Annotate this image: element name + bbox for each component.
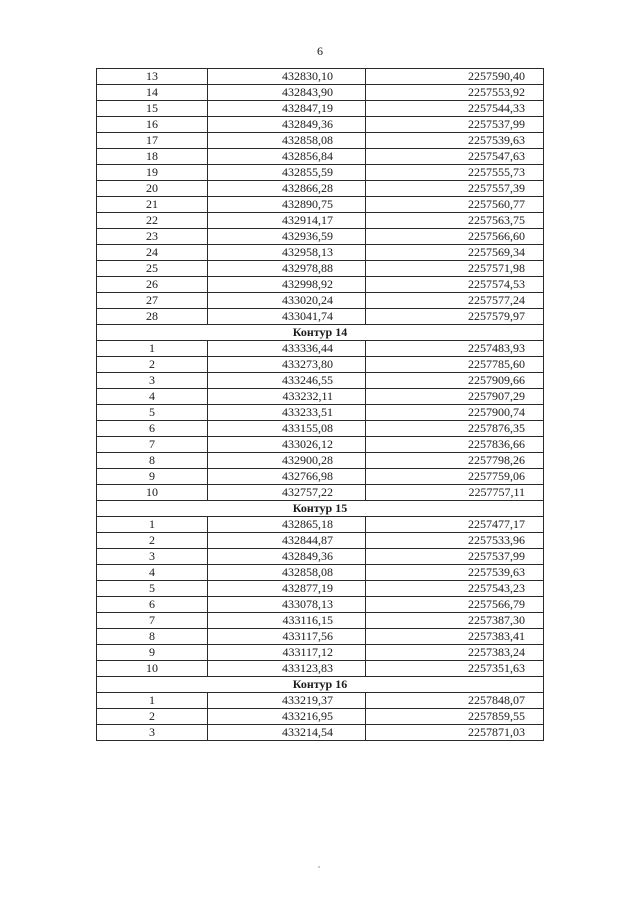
contour-header-row [97, 677, 544, 693]
y-coordinate-cell: 2257900,74 [366, 405, 544, 421]
y-coordinate-cell: 2257555,73 [366, 165, 544, 181]
y-coordinate-cell: 2257759,06 [366, 469, 544, 485]
y-coordinate-cell: 2257757,11 [366, 485, 544, 501]
x-coordinate-cell: 433233,51 [208, 405, 366, 421]
contour-title: Контур 16 [97, 677, 544, 693]
y-coordinate-cell: 2257909,66 [366, 373, 544, 389]
point-number-cell: 8 [97, 453, 208, 469]
x-coordinate-cell: 432830,10 [208, 69, 366, 85]
table-row [97, 69, 544, 85]
table-row [97, 597, 544, 613]
point-number-cell: 3 [97, 373, 208, 389]
point-number-cell: 2 [97, 533, 208, 549]
x-coordinate-cell: 432856,84 [208, 149, 366, 165]
y-coordinate-cell: 2257579,97 [366, 309, 544, 325]
table-row [97, 661, 544, 677]
y-coordinate-cell: 2257537,99 [366, 117, 544, 133]
table-row [97, 133, 544, 149]
table-row [97, 197, 544, 213]
table-row [97, 469, 544, 485]
y-coordinate-cell: 2257571,98 [366, 261, 544, 277]
point-number-cell: 18 [97, 149, 208, 165]
table-row [97, 309, 544, 325]
x-coordinate-cell: 433123,83 [208, 661, 366, 677]
table-row [97, 437, 544, 453]
y-coordinate-cell: 2257537,99 [366, 549, 544, 565]
point-number-cell: 6 [97, 597, 208, 613]
x-coordinate-cell: 433026,12 [208, 437, 366, 453]
table-row [97, 261, 544, 277]
point-number-cell: 16 [97, 117, 208, 133]
x-coordinate-cell: 432866,28 [208, 181, 366, 197]
table-row [97, 453, 544, 469]
point-number-cell: 5 [97, 581, 208, 597]
table-row [97, 357, 544, 373]
table-row [97, 229, 544, 245]
point-number-cell: 19 [97, 165, 208, 181]
y-coordinate-cell: 2257553,92 [366, 85, 544, 101]
y-coordinate-cell: 2257566,60 [366, 229, 544, 245]
table-row [97, 725, 544, 741]
point-number-cell: 17 [97, 133, 208, 149]
y-coordinate-cell: 2257543,23 [366, 581, 544, 597]
y-coordinate-cell: 2257544,33 [366, 101, 544, 117]
table-row [97, 341, 544, 357]
y-coordinate-cell: 2257351,63 [366, 661, 544, 677]
x-coordinate-cell: 432958,13 [208, 245, 366, 261]
y-coordinate-cell: 2257477,17 [366, 517, 544, 533]
x-coordinate-cell: 433117,12 [208, 645, 366, 661]
point-number-cell: 7 [97, 437, 208, 453]
point-number-cell: 9 [97, 469, 208, 485]
x-coordinate-cell: 433116,15 [208, 613, 366, 629]
table-row [97, 117, 544, 133]
page-number: 6 [317, 44, 323, 58]
coordinates-table-body [97, 69, 544, 741]
y-coordinate-cell: 2257785,60 [366, 357, 544, 373]
point-number-cell: 4 [97, 565, 208, 581]
x-coordinate-cell: 433273,80 [208, 357, 366, 373]
x-coordinate-cell: 433155,08 [208, 421, 366, 437]
point-number-cell: 26 [97, 277, 208, 293]
contour-header-row [97, 325, 544, 341]
x-coordinate-cell: 432877,19 [208, 581, 366, 597]
point-number-cell: 23 [97, 229, 208, 245]
x-coordinate-cell: 432844,87 [208, 533, 366, 549]
x-coordinate-cell: 432998,92 [208, 277, 366, 293]
table-row [97, 245, 544, 261]
y-coordinate-cell: 2257483,93 [366, 341, 544, 357]
x-coordinate-cell: 432855,59 [208, 165, 366, 181]
y-coordinate-cell: 2257569,34 [366, 245, 544, 261]
point-number-cell: 13 [97, 69, 208, 85]
y-coordinate-cell: 2257539,63 [366, 133, 544, 149]
point-number-cell: 15 [97, 101, 208, 117]
table-row [97, 693, 544, 709]
table-row [97, 581, 544, 597]
table-row [97, 101, 544, 117]
contour-title: Контур 15 [97, 501, 544, 517]
x-coordinate-cell: 432890,75 [208, 197, 366, 213]
table-row [97, 373, 544, 389]
x-coordinate-cell: 432865,18 [208, 517, 366, 533]
x-coordinate-cell: 432849,36 [208, 549, 366, 565]
x-coordinate-cell: 433214,54 [208, 725, 366, 741]
x-coordinate-cell: 433078,13 [208, 597, 366, 613]
contour-header-row [97, 501, 544, 517]
point-number-cell: 1 [97, 517, 208, 533]
point-number-cell: 1 [97, 341, 208, 357]
point-number-cell: 3 [97, 549, 208, 565]
x-coordinate-cell: 432936,59 [208, 229, 366, 245]
point-number-cell: 25 [97, 261, 208, 277]
table-row [97, 293, 544, 309]
table-row [97, 181, 544, 197]
y-coordinate-cell: 2257876,35 [366, 421, 544, 437]
y-coordinate-cell: 2257836,66 [366, 437, 544, 453]
x-coordinate-cell: 432757,22 [208, 485, 366, 501]
y-coordinate-cell: 2257383,41 [366, 629, 544, 645]
point-number-cell: 1 [97, 693, 208, 709]
x-coordinate-cell: 433232,11 [208, 389, 366, 405]
y-coordinate-cell: 2257533,96 [366, 533, 544, 549]
table-row [97, 533, 544, 549]
y-coordinate-cell: 2257590,40 [366, 69, 544, 85]
point-number-cell: 20 [97, 181, 208, 197]
y-coordinate-cell: 2257859,55 [366, 709, 544, 725]
table-row [97, 165, 544, 181]
point-number-cell: 21 [97, 197, 208, 213]
y-coordinate-cell: 2257383,24 [366, 645, 544, 661]
table-row [97, 485, 544, 501]
table-row [97, 277, 544, 293]
point-number-cell: 2 [97, 709, 208, 725]
contour-title: Контур 14 [97, 325, 544, 341]
table-row [97, 565, 544, 581]
table-row [97, 389, 544, 405]
y-coordinate-cell: 2257387,30 [366, 613, 544, 629]
coordinates-table [96, 68, 544, 741]
point-number-cell: 22 [97, 213, 208, 229]
y-coordinate-cell: 2257574,53 [366, 277, 544, 293]
x-coordinate-cell: 432858,08 [208, 565, 366, 581]
y-coordinate-cell: 2257577,24 [366, 293, 544, 309]
x-coordinate-cell: 432843,90 [208, 85, 366, 101]
point-number-cell: 7 [97, 613, 208, 629]
point-number-cell: 5 [97, 405, 208, 421]
x-coordinate-cell: 432858,08 [208, 133, 366, 149]
table-row [97, 629, 544, 645]
x-coordinate-cell: 432914,17 [208, 213, 366, 229]
x-coordinate-cell: 433020,24 [208, 293, 366, 309]
y-coordinate-cell: 2257560,77 [366, 197, 544, 213]
point-number-cell: 3 [97, 725, 208, 741]
y-coordinate-cell: 2257539,63 [366, 565, 544, 581]
x-coordinate-cell: 433336,44 [208, 341, 366, 357]
point-number-cell: 9 [97, 645, 208, 661]
y-coordinate-cell: 2257566,79 [366, 597, 544, 613]
table-row [97, 421, 544, 437]
x-coordinate-cell: 433246,55 [208, 373, 366, 389]
table-row [97, 645, 544, 661]
x-coordinate-cell: 432766,98 [208, 469, 366, 485]
table-row [97, 613, 544, 629]
point-number-cell: 28 [97, 309, 208, 325]
y-coordinate-cell: 2257798,26 [366, 453, 544, 469]
y-coordinate-cell: 2257563,75 [366, 213, 544, 229]
point-number-cell: 4 [97, 389, 208, 405]
x-coordinate-cell: 432900,28 [208, 453, 366, 469]
point-number-cell: 14 [97, 85, 208, 101]
x-coordinate-cell: 432847,19 [208, 101, 366, 117]
x-coordinate-cell: 432978,88 [208, 261, 366, 277]
point-number-cell: 10 [97, 485, 208, 501]
x-coordinate-cell: 433219,37 [208, 693, 366, 709]
table-row [97, 549, 544, 565]
x-coordinate-cell: 432849,36 [208, 117, 366, 133]
y-coordinate-cell: 2257547,63 [366, 149, 544, 165]
point-number-cell: 24 [97, 245, 208, 261]
x-coordinate-cell: 433117,56 [208, 629, 366, 645]
y-coordinate-cell: 2257557,39 [366, 181, 544, 197]
table-row [97, 149, 544, 165]
point-number-cell: 2 [97, 357, 208, 373]
table-row [97, 85, 544, 101]
point-number-cell: 8 [97, 629, 208, 645]
table-row [97, 517, 544, 533]
y-coordinate-cell: 2257907,29 [366, 389, 544, 405]
x-coordinate-cell: 433041,74 [208, 309, 366, 325]
x-coordinate-cell: 433216,95 [208, 709, 366, 725]
scan-speck [318, 866, 320, 868]
point-number-cell: 10 [97, 661, 208, 677]
point-number-cell: 6 [97, 421, 208, 437]
table-row [97, 709, 544, 725]
y-coordinate-cell: 2257848,07 [366, 693, 544, 709]
table-row [97, 405, 544, 421]
y-coordinate-cell: 2257871,03 [366, 725, 544, 741]
point-number-cell: 27 [97, 293, 208, 309]
table-row [97, 213, 544, 229]
